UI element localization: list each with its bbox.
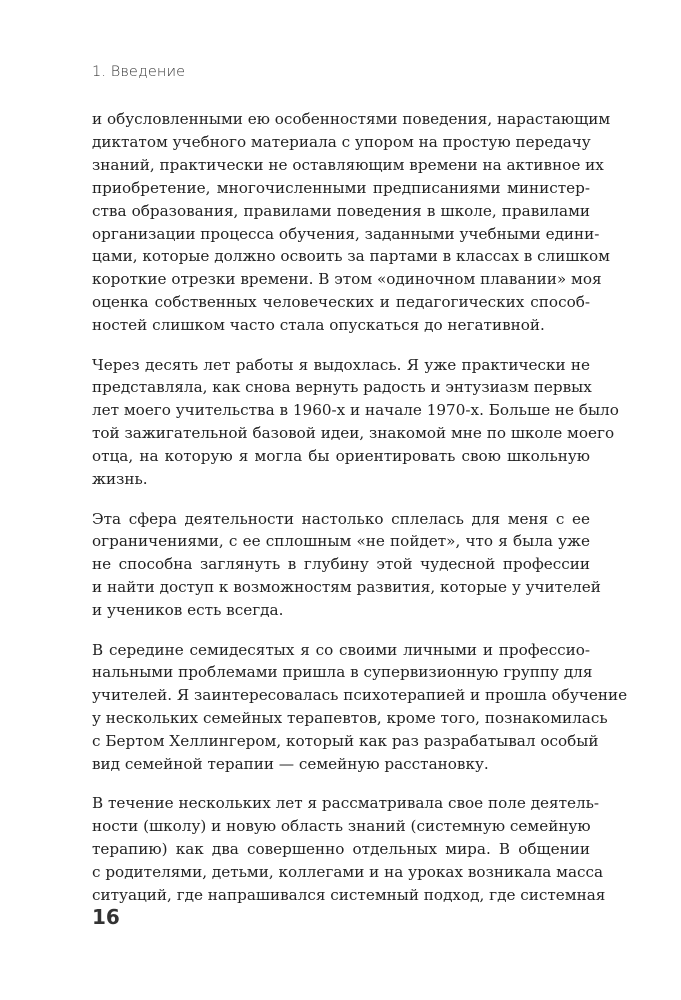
paragraph (92, 108, 611, 337)
paragraph (92, 639, 628, 776)
paragraph (92, 508, 601, 623)
text-line: приобретение, многочисленными предписаниями министер- (92, 178, 590, 197)
text-line: знаний, практически не оставляющим времени на активное их (92, 155, 604, 174)
text-line: учителей. Я заинтересовалась психотерапией и прошла обучение (92, 686, 628, 705)
text-line: у нескольких семейных терапевтов, кроме того, познакомилась (92, 709, 608, 728)
text-line: и учеников есть всегда. (92, 601, 284, 620)
running-header: 1. Введение (92, 64, 186, 80)
text-line: ностей слишком часто стала опускаться до негативной. (92, 316, 545, 335)
text-line: отца, на которую я могла бы ориентировать свою школьную (92, 447, 590, 466)
text-line: жизнь. (92, 470, 148, 489)
text-line: ограничениями, с ее сплошным «не пойдет», что я была уже (92, 532, 590, 551)
paragraph (92, 354, 619, 491)
text-line: организации процесса обучения, заданными учебными едини- (92, 224, 600, 243)
text-line: с родителями, детьми, коллегами и на уроках возникала масса (92, 863, 604, 882)
text-line: Через десять лет работы я выдохлась. Я уже практически не (92, 355, 590, 374)
text-line: оценка собственных человеческих и педагогических способ- (92, 293, 590, 312)
text-line: не способна заглянуть в глубину этой чудесной профессии (92, 555, 590, 574)
text-line: и обусловленными ею особенностями поведения, нарастающим (92, 110, 611, 128)
text-line: В середине семидесятых я со своими личными и профессио- (92, 640, 590, 659)
text-line: В течение нескольких лет я рассматривала свое поле деятель- (92, 794, 600, 813)
text-line: лет моего учительства в 1960-х и начале 1970-х. Больше не было (92, 401, 619, 420)
text-line: Эта сфера деятельности настолько сплелась для меня с ее (92, 509, 590, 528)
text-line: ситуаций, где напрашивался системный подход, где системная (92, 886, 606, 905)
text-line: нальными проблемами пришла в супервизионную группу для (92, 663, 593, 682)
text-line: вид семейной терапии — семейную расстановку. (92, 755, 489, 774)
text-line: ности (школу) и новую область знаний (системную семейную (92, 817, 591, 836)
text-line: терапию) как два совершенно отдельных мира. В общении (92, 840, 590, 859)
body-text (92, 108, 628, 924)
text-line: цами, которые должно освоить за партами в классах в слишком (92, 247, 610, 266)
text-line: ства образования, правилами поведения в школе, правилами (92, 201, 590, 220)
text-line: и найти доступ к возможностям развития, которые у учителей (92, 578, 601, 597)
text-line: диктатом учебного материала с упором на простую передачу (92, 132, 591, 151)
paragraph (92, 792, 606, 907)
text-line: короткие отрезки времени. В этом «одиночном плавании» моя (92, 270, 602, 289)
text-line: с Бертом Хеллингером, который как раз разрабатывал особый (92, 732, 599, 751)
text-line: той зажигательной базовой идеи, знакомой мне по школе моего (92, 424, 615, 443)
text-line: представляла, как снова вернуть радость и энтузиазм первых (92, 378, 592, 397)
page-number: 16 (92, 905, 120, 929)
